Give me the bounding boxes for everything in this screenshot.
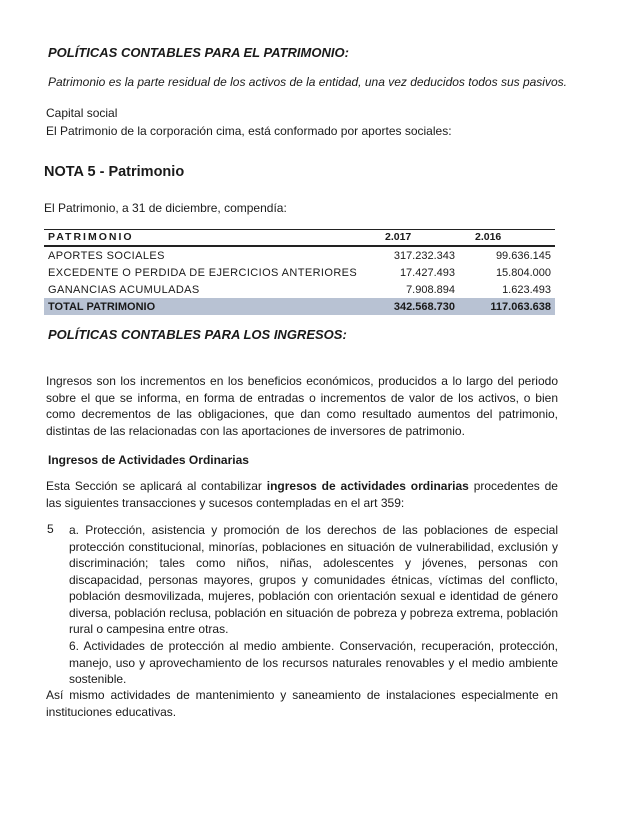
- list-number: 5: [47, 522, 54, 536]
- table-header-2017: 2.017: [369, 230, 459, 247]
- table-header-label: PATRIMONIO: [44, 230, 369, 247]
- row-value-2016: 99.636.145: [495, 249, 551, 262]
- row-value-2016: 15.804.000: [495, 266, 551, 279]
- row-value-2017: 17.427.493: [399, 266, 455, 279]
- nota-title: NOTA 5 - Patrimonio: [44, 164, 185, 180]
- table-row: [44, 281, 555, 298]
- capital-social-label: Capital social: [46, 106, 118, 120]
- table-row: [44, 264, 555, 281]
- total-value-2017: 342.568.730: [369, 298, 459, 315]
- table-header-row: [44, 230, 555, 247]
- total-value-2016: 117.063.638: [459, 298, 555, 315]
- seccion-text-end: procedentes de las siguientes transacciones y sucesos contempladas en el art 359:: [46, 479, 558, 510]
- list-item-a: a. Protección, asistencia y promoción de los derechos de las poblaciones de especial protección constitucional, minorías, poblaciones en situación de vulnerabilidad, exclusión y discriminación; tales como niños, niñas, adolescentes y jóvenes, personas con discapacidad, personas mayores, grupos y comunidades étnicas, víctimas del conflicto, población desmovilizada, mujeres, población con orientación sexual e identidad de género diversa, población reclusa, población en situación de pobreza y pobreza extrema, población rural o campesina entre otras.: [69, 523, 558, 636]
- row-label: APORTES SOCIALES: [48, 249, 165, 262]
- closing-paragraph: Así mismo actividades de mantenimiento y saneamiento de instalaciones especialmente en instituciones educativas.: [46, 688, 558, 719]
- total-label: TOTAL PATRIMONIO: [44, 298, 369, 315]
- table-row: [44, 246, 555, 264]
- seccion-paragraph: [46, 478, 558, 511]
- seccion-text-start: Esta Sección se aplicará al contabilizar: [46, 479, 267, 493]
- heading-patrimonio: POLÍTICAS CONTABLES PARA EL PATRIMONIO:: [48, 45, 349, 60]
- row-label: GANANCIAS ACUMULADAS: [48, 283, 200, 296]
- nota-intro: El Patrimonio, a 31 de diciembre, compendía:: [44, 201, 287, 215]
- table-total-row: [44, 298, 555, 315]
- row-value-2016: 1.623.493: [502, 283, 551, 296]
- table-header-2016: 2.016: [459, 230, 555, 247]
- row-value-2017: 317.232.343: [393, 249, 455, 262]
- row-label: EXCEDENTE O PERDIDA DE EJERCICIOS ANTERIORES: [48, 266, 358, 279]
- capital-social-text: El Patrimonio de la corporación cima, está conformado por aportes sociales:: [46, 124, 452, 138]
- ingresos-definition: Ingresos son los incrementos en los beneficios económicos, producidos a lo largo del periodo sobre el que se informa, en forma de entradas o incrementos de valor de los activos, o bien como decrementos de las obligaciones, que dan como resultado aumentos del patrimonio, distintas de las relacionadas con las aportaciones de inversores de patrimonio.: [46, 374, 558, 438]
- patrimonio-table: [44, 229, 555, 315]
- definition-patrimonio: Patrimonio es la parte residual de los activos de la entidad, una vez deducidos todos sus pasivos.: [48, 75, 567, 89]
- seccion-text-bold: ingresos de actividades ordinarias: [266, 479, 469, 493]
- row-value-2017: 7.908.894: [406, 283, 455, 296]
- heading-ingresos: POLÍTICAS CONTABLES PARA LOS INGRESOS:: [48, 327, 347, 342]
- ingresos-ordinarias-title: Ingresos de Actividades Ordinarias: [48, 453, 249, 467]
- list-item-6: 6. Actividades de protección al medio ambiente. Conservación, recuperación, protección, manejo, uso y aprovechamiento de los recursos naturales renovables y el medio ambiente sostenible.: [69, 639, 558, 686]
